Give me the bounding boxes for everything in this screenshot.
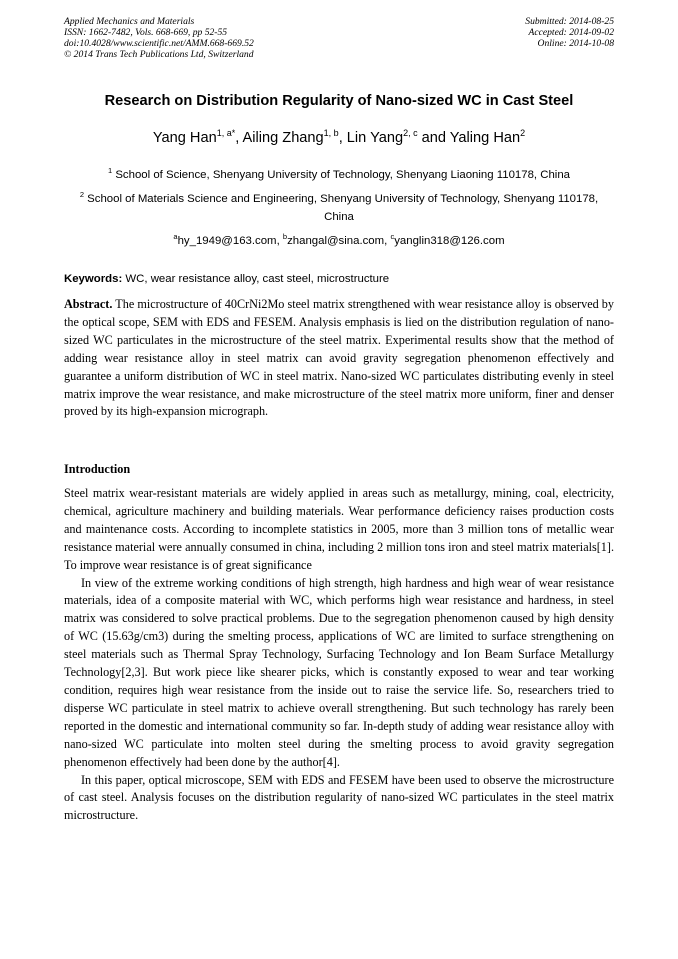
author-affiliation-marker: 2, c <box>403 128 418 138</box>
introduction-paragraph: Steel matrix wear-resistant materials are widely applied in areas such as metallurgy, mining, coal, electricity, chemical, agriculture machinery and building materials. Wear performance deficiency raises production costs and maintenance costs. According to incomplete statistics in 2005, more than 3 million tons of metallic wear resistance material were annually consumed in china, including 2 million tons iron and steel matrix materials[1]. To improve wear resistance is of great significance <box>64 486 614 572</box>
email-link[interactable]: yanglin318@126.com <box>394 235 505 247</box>
keywords-section <box>64 271 614 287</box>
email-separator: , <box>276 235 283 247</box>
affiliation-text: School of Science, Shenyang University of Technology, Shenyang Liaoning 110178, China <box>115 169 570 181</box>
affiliation-text: School of Materials Science and Engineering, Shenyang University of Technology, Shenyang 110178, China <box>87 193 599 223</box>
affiliation-1 <box>70 166 608 184</box>
abstract-section <box>64 296 614 421</box>
introduction-paragraph: In view of the extreme working conditions of high strength, high hardness and high wear of wear resistance materials, idea of a composite material with WC, which performs high wear resistance and hardness, in steel matrix was considered to solve practical problems. Due to the segregation phenomenon caused by high density of WC (15.63g/cm3) during the smelting process, applications of WC are limited to surface strengthening on steel materials such as Thermal Spray Technology, Surfacing Technology and Ion Beam Surface Metallurgy Technology[2,3]. But work piece like shearer picks, which is constantly exposed to wear and tear working condition, requires high wear resistance from the inside out to raise the service life. So, researchers tried to disperse WC particulate in steel matrix to achieve overall strengthening. But such technology has rarely been reported in the domestic and international community so far. In-depth study of adding wear resistance alloy with nano-sized WC particulate into molten steel during the smelting process to avoid gravity segregation phenomenon effectively had been done by the author[4]. <box>64 575 614 769</box>
introduction-section <box>64 485 614 825</box>
issn-line: ISSN: 1662-7482, Vols. 668-669, pp 52-55 <box>64 27 228 38</box>
author-name: Yaling Han <box>449 130 521 146</box>
submitted-date: Submitted: 2014-08-25 <box>525 16 614 27</box>
author-name: Yang Han <box>152 130 217 146</box>
journal-info <box>64 16 254 60</box>
keywords-label: Keywords: <box>64 273 123 285</box>
paper-title: Research on Distribution Regularity of Nano-sized WC in Cast Steel <box>104 93 574 109</box>
abstract-label: Abstract. <box>64 297 113 311</box>
author-list <box>40 129 638 147</box>
email-marker: a <box>173 232 178 241</box>
email-link[interactable]: hy_1949@163.com <box>177 235 277 247</box>
author-separator: , <box>235 130 243 146</box>
author-separator: and <box>417 130 450 146</box>
author-name: Lin Yang <box>346 130 404 146</box>
email-marker: b <box>282 232 288 241</box>
email-link[interactable]: zhangal@sina.com <box>287 235 385 247</box>
affiliation-marker: 1 <box>107 166 113 175</box>
author-affiliation-marker: 2 <box>520 128 526 138</box>
online-date: Online: 2014-10-08 <box>537 38 614 49</box>
email-marker: c <box>390 232 395 241</box>
author-name: Ailing Zhang <box>242 130 324 146</box>
keywords-text: WC, wear resistance alloy, cast steel, microstructure <box>122 273 390 285</box>
introduction-paragraph: In this paper, optical microscope, SEM with EDS and FESEM have been used to observe the microstructure of cast steel. Analysis focuses on the distribution regularity of nano-sized WC particulates in the steel matrix microstructure. <box>64 772 614 823</box>
submission-dates <box>525 16 614 49</box>
journal-name: Applied Mechanics and Materials <box>64 16 195 27</box>
introduction-heading: Introduction <box>64 462 131 476</box>
copyright-line: © 2014 Trans Tech Publications Ltd, Switzerland <box>64 49 254 60</box>
affiliation-2 <box>70 190 608 226</box>
author-affiliation-marker: 1, a* <box>216 128 236 138</box>
email-separator: , <box>384 235 391 247</box>
author-affiliation-marker: 1, b <box>323 128 339 138</box>
author-separator: , <box>338 130 347 146</box>
email-list <box>40 233 638 249</box>
affiliation-marker: 2 <box>79 190 84 199</box>
abstract-text: The microstructure of 40CrNi2Mo steel matrix strengthened with wear resistance alloy is observed by the optical scope, SEM with EDS and FESEM. Analysis emphasis is lied on the distribution regulation of nano-sized WC particulates in the microstructure of the steel matrix. Experimental results show that the method of adding wear resistance alloy in steel matrix can avoid gravity segregation phenomenon effectively and guarantee a uniform distribution of WC in steel matrix. Nano-sized WC particulates distributing evenly in steel matrix improve the wear resistance, and make microstructure of the steel matrix more uniform, finer and denser proved by its high-expansion micrograph. <box>64 297 614 419</box>
doi-line[interactable]: doi:10.4028/www.scientific.net/AMM.668-669.52 <box>64 38 254 49</box>
accepted-date: Accepted: 2014-09-02 <box>528 27 614 38</box>
